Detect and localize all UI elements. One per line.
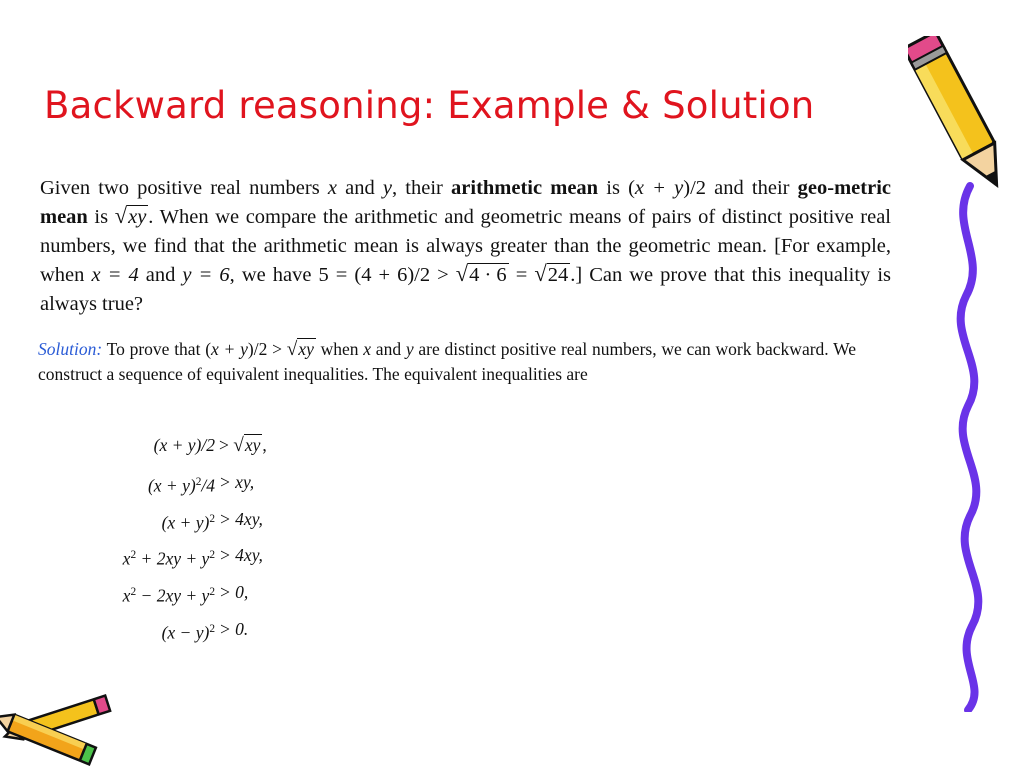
math-expr: x + y [634, 177, 684, 199]
equation-lhs: $(x + y)^2/4$ [147, 475, 215, 496]
var-x: x [327, 177, 337, 199]
problem-text: , their [392, 177, 452, 199]
equation-rhs: > xy, [219, 471, 255, 492]
solution-paragraph [38, 337, 856, 386]
sqrt-expr: √xy [114, 203, 147, 229]
equation-lhs: $x^2 - 2xy + y^2$ [122, 585, 215, 606]
term-geometric-mean: geo-metric mean [40, 177, 891, 229]
sqrt-expr: √24 [534, 261, 569, 287]
equation-lhs: $x^2 + 2xy + y^2$ [122, 548, 215, 569]
var-y: y [382, 177, 393, 199]
math-expr: x + y [211, 339, 248, 359]
problem-text: .] Can we prove that this inequality is always true? [40, 264, 892, 315]
sqrt-expr: √xy [233, 435, 261, 456]
pencils-icon [0, 690, 115, 768]
sqrt-expr: √4 · 6 [455, 261, 507, 287]
equation-row [60, 467, 290, 504]
equation-row [60, 614, 290, 651]
equation-lhs: (x + y)/2 [153, 435, 215, 455]
problem-text: )/2 and their [683, 177, 798, 199]
equation-rhs: > 4xy, [219, 545, 263, 566]
solution-text: are distinct positive real numbers, we can work backward. We construct a sequence of equivalent inequalities. The equivalent inequalities are [38, 339, 856, 384]
inequality-chain [60, 430, 290, 651]
equation-lhs: $(x + y)^2$ [161, 511, 215, 532]
problem-text: . When we compare the arithmetic and geometric means of pairs of distinct positive real numbers, we find that the arithmetic mean is always greater than the geometric mean. [For example, when [40, 206, 891, 287]
solution-text: when [315, 339, 364, 359]
math-expr: y = 6 [182, 264, 230, 287]
math-expr: x = 4 [91, 264, 139, 287]
problem-text: is [87, 206, 115, 229]
equation-tail: , [262, 435, 267, 455]
problem-text: and [336, 177, 383, 199]
slide-title: Backward reasoning: Example & Solution [44, 84, 815, 127]
equation-rhs: > [219, 435, 234, 455]
problem-text: Given two positive real numbers [40, 177, 328, 199]
equation-rhs: > 0, [219, 582, 249, 603]
problem-text: is ( [598, 177, 635, 199]
var-y: y [405, 339, 414, 359]
equation-lhs: $(x - y)^2$ [161, 622, 215, 643]
equation-rhs: > 0. [219, 618, 249, 639]
equation-row [60, 540, 290, 577]
equation-rhs: > 4xy, [219, 508, 263, 529]
problem-statement [40, 174, 891, 318]
sqrt-expr: √xy [286, 339, 314, 360]
equation-row [60, 430, 290, 467]
problem-text: = [508, 264, 535, 287]
solution-text: )/2 > [247, 339, 287, 359]
term-arithmetic-mean: arithmetic mean [451, 177, 599, 199]
pencil-icon [908, 36, 1012, 712]
equation-row [60, 577, 290, 614]
solution-text: and [371, 339, 406, 359]
equation-row [60, 504, 290, 541]
var-x: x [363, 339, 372, 359]
solution-text: To prove that ( [102, 339, 212, 359]
problem-text: , we have 5 = (4 + 6)/2 > [229, 264, 456, 287]
solution-label: Solution: [38, 339, 103, 359]
problem-text: and [138, 264, 183, 287]
